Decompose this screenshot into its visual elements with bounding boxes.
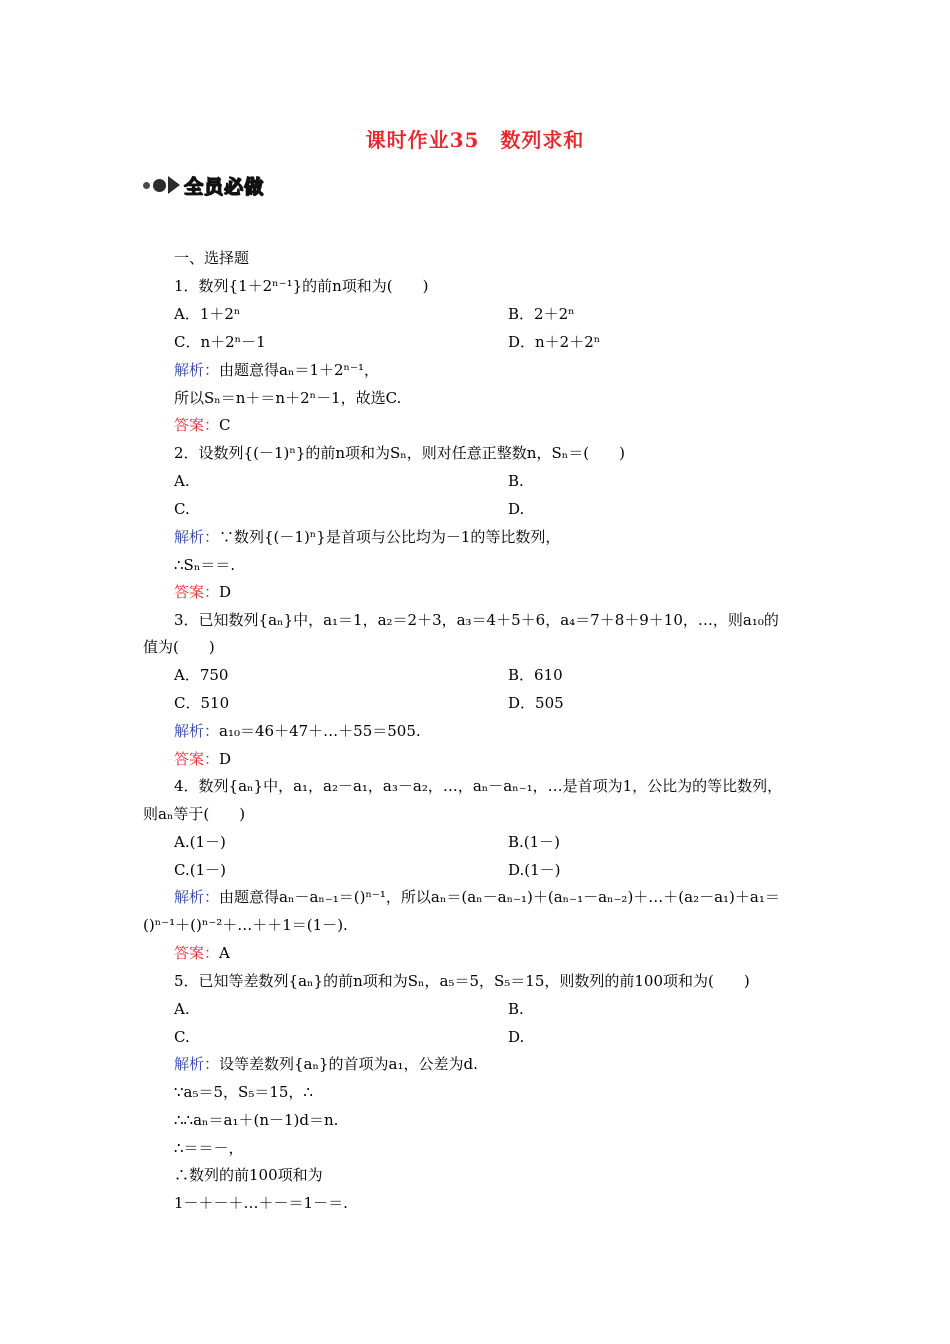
q4-analysis [174, 887, 780, 907]
question-4-stem-line-1: 4．数列{aₙ}中，a₁，a₂－a₁，a₃－a₂，…，aₙ－aₙ₋₁，…是首项为1，公比为的等比数列， [174, 777, 783, 795]
q5-analysis-line-3: ∴∴aₙ＝a₁＋(n－1)d＝n. [174, 1111, 339, 1129]
q3-option-c: C．510 [174, 694, 230, 712]
analysis-label: 解析： [174, 528, 220, 546]
q1-analysis [174, 360, 379, 380]
q2-analysis-line-2: ∴Sₙ＝＝. [174, 556, 236, 574]
q5-option-d: D. [508, 1028, 525, 1046]
answer-label: 答案： [174, 750, 220, 768]
q1-option-a: A．1＋2ⁿ [174, 305, 241, 323]
question-2-stem: 2．设数列{(－1)ⁿ}的前n项和为Sₙ，则对任意正整数n，Sₙ＝( ) [174, 444, 625, 462]
q4-analysis-line-1: 由题意得aₙ－aₙ₋₁＝()ⁿ⁻¹，所以aₙ＝(aₙ－aₙ₋₁)＋(aₙ₋₁－aₙ₋₂)＋…＋(a₂－a₁)＋a₁＝ [219, 888, 780, 906]
section-banner [143, 172, 264, 198]
banner-label: 全员必做 [184, 175, 265, 198]
q3-option-b: B．610 [508, 666, 563, 684]
q2-answer [174, 582, 231, 602]
q4-option-a: A.(1－) [174, 833, 226, 851]
q5-option-c: C. [174, 1028, 190, 1046]
q5-analysis [174, 1054, 478, 1074]
answer-label: 答案： [174, 416, 220, 434]
q4-option-b: B.(1－) [508, 833, 561, 851]
section-heading: 一、选择题 [174, 249, 250, 267]
q1-option-d: D．n＋2＋2ⁿ [508, 333, 601, 351]
q3-analysis [174, 721, 421, 741]
q4-answer [174, 943, 230, 963]
q1-answer [174, 415, 231, 435]
q2-option-b: B. [508, 472, 524, 490]
q1-analysis-line-1: 由题意得aₙ＝1＋2ⁿ⁻¹， [219, 361, 379, 379]
q3-answer-value: D [219, 750, 232, 768]
arrow-right-icon [168, 176, 180, 194]
q4-option-d: D.(1－) [508, 861, 561, 879]
q5-option-a: A. [174, 1000, 190, 1018]
q1-option-c: C．n＋2ⁿ－1 [174, 333, 266, 351]
q1-option-b: B．2＋2ⁿ [508, 305, 575, 323]
page-title: 课时作业35 数列求和 [365, 128, 585, 152]
q2-option-c: C. [174, 500, 190, 518]
q3-analysis-line-1: a₁₀＝46＋47＋…＋55＝505. [219, 722, 421, 740]
question-4-stem-line-2: 则aₙ等于( ) [143, 805, 246, 823]
question-1-stem: 1．数列{1＋2ⁿ⁻¹}的前n项和为( ) [174, 277, 429, 295]
analysis-label: 解析： [174, 888, 220, 906]
question-3-stem-line-1: 3．已知数列{aₙ}中，a₁＝1，a₂＝2＋3，a₃＝4＋5＋6，a₄＝7＋8＋9＋10，…，则a₁₀的 [174, 611, 779, 629]
analysis-label: 解析： [174, 1055, 220, 1073]
q2-analysis [174, 527, 560, 547]
bullet-dot-large-icon [153, 179, 166, 192]
analysis-label: 解析： [174, 722, 220, 740]
q3-option-a: A．750 [174, 666, 229, 684]
q3-answer [174, 749, 231, 769]
question-3-stem-line-2: 值为( ) [143, 638, 215, 656]
q5-analysis-line-2: ∵a₅＝5，S₅＝15，∴ [174, 1083, 313, 1101]
q4-option-c: C.(1－) [174, 861, 226, 879]
q4-answer-value: A [219, 944, 230, 962]
bullet-dot-small-icon [143, 182, 150, 189]
q4-analysis-line-2: ()ⁿ⁻¹＋()ⁿ⁻²＋…＋＋1＝(1－). [143, 916, 348, 934]
q5-analysis-line-4: ∴＝＝－， [174, 1139, 244, 1157]
answer-label: 答案： [174, 583, 220, 601]
q3-option-d: D．505 [508, 694, 564, 712]
answer-label: 答案： [174, 944, 220, 962]
q1-analysis-line-2: 所以Sₙ＝n＋＝n＋2ⁿ－1，故选C. [174, 389, 402, 407]
q2-option-d: D. [508, 500, 525, 518]
q5-analysis-line-1: 设等差数列{aₙ}的首项为a₁，公差为d. [219, 1055, 478, 1073]
q5-option-b: B. [508, 1000, 524, 1018]
q2-answer-value: D [219, 583, 232, 601]
q5-analysis-line-6: 1－＋－＋…＋－＝1－＝. [174, 1194, 348, 1212]
q2-option-a: A. [174, 472, 190, 490]
analysis-label: 解析： [174, 361, 220, 379]
question-5-stem: 5．已知等差数列{aₙ}的前n项和为Sₙ，a₅＝5，S₅＝15，则数列的前100项和为( ) [174, 972, 750, 990]
q1-answer-value: C [219, 416, 231, 434]
q2-analysis-line-1: ∵数列{(－1)ⁿ}是首项与公比均为－1的等比数列， [219, 528, 561, 546]
q5-analysis-line-5: ∴数列的前100项和为 [174, 1166, 323, 1184]
